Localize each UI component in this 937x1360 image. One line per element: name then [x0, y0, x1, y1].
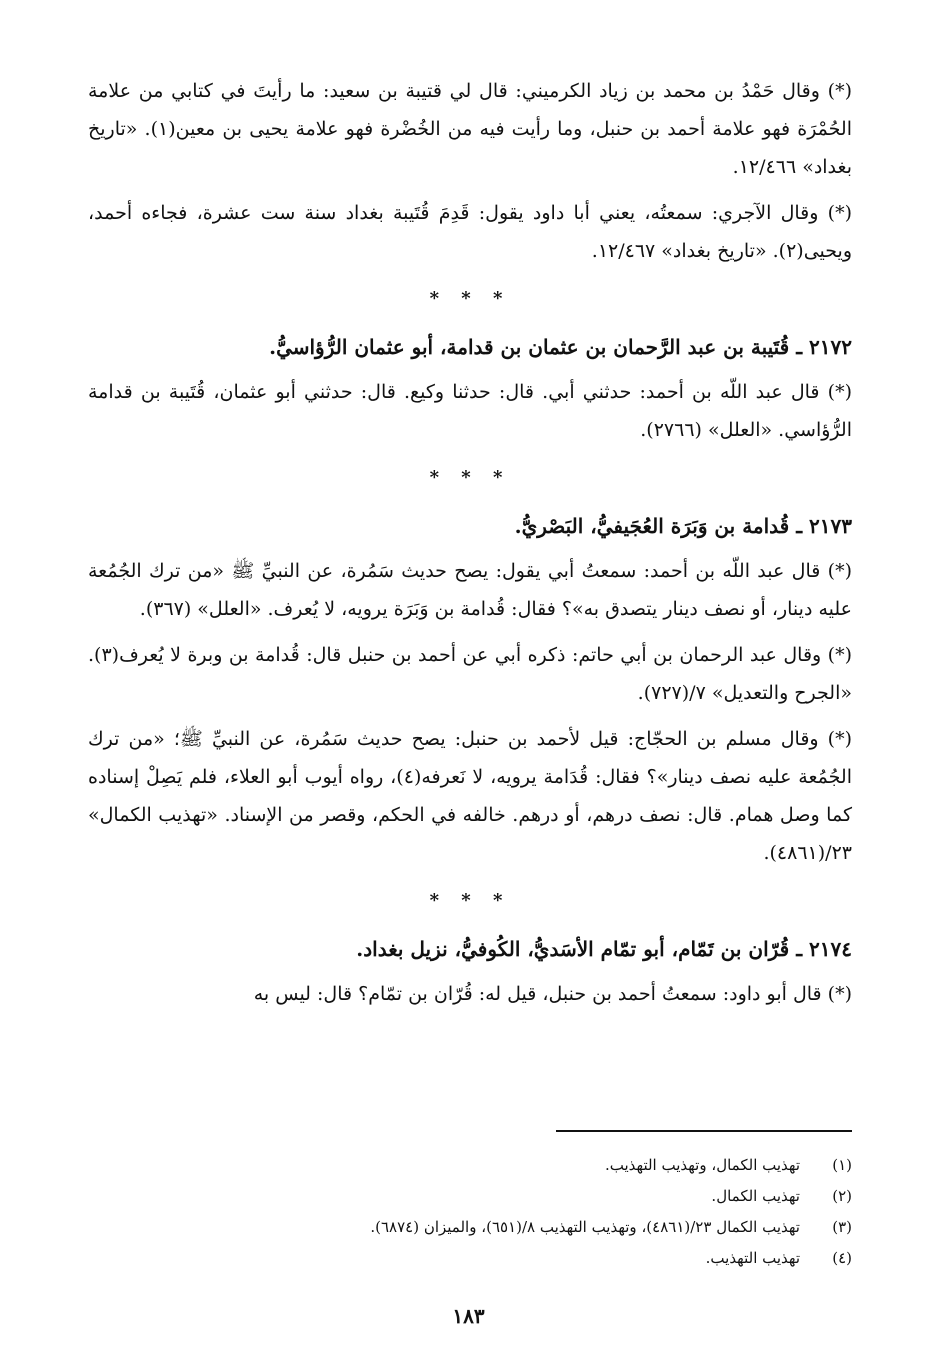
page-body: [88, 72, 852, 1021]
footnote: [200, 1243, 852, 1274]
page-number: ١٨٣: [452, 1304, 485, 1328]
paragraph: (*) وقال عبد الرحمان بن أبي حاتم: ذكره أبي عن أحمد بن حنبل قال: قُدامة بن وبرة لا يُعرف(٣). «الجرح والتعديل» ٧/(٧٢٧).: [88, 644, 852, 704]
footnote-text: تهذيب الكمال.: [711, 1187, 800, 1205]
entry-heading: ٢١٧٣ ـ قُدامة بن وَبَرَة العُجَيفيُّ، البَصْريُّ.: [514, 514, 852, 538]
footnote: [200, 1150, 852, 1181]
footnotes: [200, 1150, 852, 1274]
footnote-number: (٣): [832, 1218, 852, 1236]
footnote-number: (١): [832, 1156, 852, 1174]
entry-heading: ٢١٧٢ ـ قُتَيبة بن عبد الرَّحمان بن عثمان بن قدامة، أبو عثمان الرُّؤاسيُّ.: [269, 335, 852, 359]
footnote: [200, 1181, 852, 1212]
footnote-text: تهذيب الكمال ٢٣/(٤٨٦١)، وتهذيب التهذيب ٨/(٦٥١)، والميزان (٦٨٧٤).: [370, 1218, 800, 1236]
footnote-number: (٢): [832, 1187, 852, 1205]
paragraph: (*) قال أبو داود: سمعتُ أحمد بن حنبل، قيل له: قُرّان بن تمّام؟ قال: ليس به: [253, 983, 852, 1005]
paragraph: (*) وقال حَمْدُ بن محمد بن زياد الكرميني: قال لي قتيبة بن سعيد: ما رأيتَ في كتابي من علامة الحُمْرَة فهو علامة أحمد بن حنبل، وما رأيت فيه من الخُضْرة فهو علامة يحيى بن معين(١). «تاريخ بغداد» ١٢/٤٦٦.: [88, 80, 852, 178]
entry-heading: ٢١٧٤ ـ قُرّان بن تَمّام، أبو تمّام الأسَديُّ، الكُوفيُّ، نزيل بغداد.: [356, 937, 852, 961]
section-separator: * * *: [429, 890, 511, 911]
paragraph: (*) قال عبد اللّه بن أحمد: حدثني أبي. قال: حدثنا وكيع. قال: حدثني أبو عثمان، قُتَيبة بن قدامة الرُّؤاسي. «العلل» (٢٧٦٦).: [88, 381, 852, 441]
section-separator: * * *: [429, 467, 511, 488]
footnote-text: تهذيب التهذيب.: [705, 1249, 800, 1267]
section-separator: * * *: [429, 288, 511, 309]
paragraph: (*) قال عبد اللّه بن أحمد: سمعتُ أبي يقول: يصح حديث سَمُرة، عن النبيِّ ﷺ «من ترك الجُمُعة عليه دينار، أو نصف دينار يتصدق به»؟ فقال: قُدامة بن وَبَرَة يرويه، لا يُعرف. «العلل» (٣٦٧).: [88, 560, 852, 620]
footnote: [200, 1212, 852, 1243]
paragraph: (*) وقال مسلم بن الحجّاج: قيل لأحمد بن حنبل: يصح حديث سَمُرة، عن النبيِّ ﷺ؛ «من ترك الجُمُعة عليه نصف دينار»؟ فقال: قُدَامة يرويه، لا نَعرفه(٤)، رواه أيوب أبو العلاء، فلم يَصِلْ إسناده كما وصل همام. قال: نصف درهم، أو درهم. خالفه في الحكم، وقصر من الإسناد. «تهذيب الكمال» ٢٣/(٤٨٦١).: [88, 728, 852, 864]
paragraph: (*) وقال الآجري: سمعتُه، يعني أبا داود يقول: قَدِمَ قُتَيبة بغداد سنة ست عشرة، فجاءه أحمد، ويحيى(٢). «تاريخ بغداد» ١٢/٤٦٧.: [88, 202, 852, 262]
footnote-number: (٤): [832, 1249, 852, 1267]
footnote-divider: [556, 1130, 852, 1132]
footnote-text: تهذيب الكمال، وتهذيب التهذيب.: [604, 1156, 800, 1174]
